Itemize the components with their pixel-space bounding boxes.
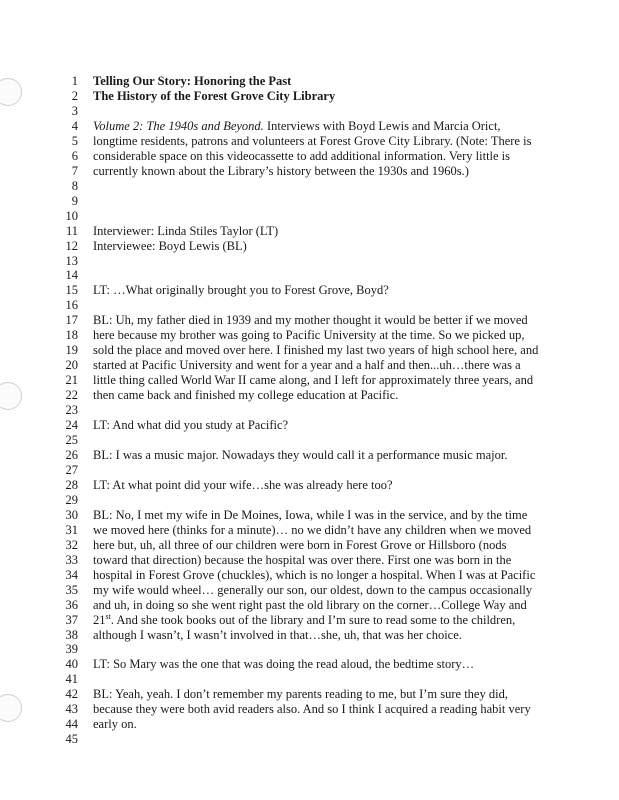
transcript-line — [0, 88, 619, 104]
transcript-line — [0, 447, 619, 463]
transcript-line — [0, 552, 619, 568]
transcript-line — [0, 432, 619, 448]
ordinal-suffix: st — [105, 611, 111, 621]
line-text: The History of the Forest Grove City Library — [93, 88, 336, 103]
volume-title: Volume 2: The 1940s and Beyond. — [93, 118, 264, 133]
line-number: 16 — [65, 298, 78, 313]
transcript-line — [0, 253, 619, 269]
transcript-line — [0, 297, 619, 313]
transcript-line — [0, 731, 619, 747]
line-number: 34 — [65, 567, 78, 582]
transcript-line — [0, 178, 619, 194]
line-number: 45 — [65, 732, 78, 747]
line-number: 18 — [65, 328, 78, 343]
line-number: 40 — [65, 657, 78, 672]
line-number: 13 — [65, 253, 78, 268]
line-number: 27 — [65, 462, 78, 477]
line-number: 43 — [65, 702, 78, 717]
line-number: 5 — [71, 133, 78, 148]
line-number: 44 — [65, 717, 78, 732]
transcript-line — [0, 223, 619, 239]
line-number: 30 — [65, 507, 78, 522]
line-number: 8 — [71, 178, 78, 193]
line-text: hospital in Forest Grove (chuckles), which is no longer a hospital. When I was at Pacific — [93, 567, 536, 582]
transcript-line — [0, 148, 619, 164]
line-text: BL: Yeah, yeah. I don’t remember my parents reading to me, but I’m sure they did, — [93, 687, 508, 702]
line-number: 7 — [71, 163, 78, 178]
line-text: started at Pacific University and went for a year and a half and then...uh…there was a — [93, 358, 521, 373]
line-number: 23 — [65, 403, 78, 418]
line-number: 6 — [71, 148, 78, 163]
transcript-line — [0, 701, 619, 717]
transcript-line — [0, 522, 619, 538]
line-number: 1 — [71, 74, 78, 88]
transcript-line — [0, 208, 619, 224]
line-number: 9 — [71, 193, 78, 208]
line-text: BL: I was a music major. Nowadays they would call it a performance music major. — [93, 448, 508, 462]
line-number: 20 — [65, 358, 78, 373]
line-text: LT: And what did you study at Pacific? — [93, 418, 289, 433]
line-number: 25 — [65, 433, 78, 448]
transcript-line — [0, 417, 619, 433]
transcript-line — [0, 342, 619, 358]
line-number: 35 — [65, 582, 78, 597]
line-text: early on. — [93, 717, 137, 732]
line-number: 33 — [65, 552, 78, 567]
transcript-line — [0, 686, 619, 702]
line-number: 14 — [65, 268, 78, 283]
line-number: 42 — [65, 687, 78, 702]
line-text: Interviewer: Linda Stiles Taylor (LT) — [93, 223, 279, 238]
line-text: Interviewee: Boyd Lewis (BL) — [93, 238, 247, 253]
line-text: then came back and finished my college education at Pacific. — [93, 388, 399, 403]
transcript-line — [0, 387, 619, 403]
line-number: 39 — [65, 642, 78, 657]
line-text: here because my brother was going to Pacific University at the time. So we picked up, — [93, 328, 525, 343]
line-number: 38 — [65, 627, 78, 642]
line-number: 37 — [65, 612, 78, 627]
transcript-line — [0, 267, 619, 283]
transcript-line — [0, 73, 619, 89]
line-number: 32 — [65, 537, 78, 552]
transcript-line — [0, 507, 619, 523]
transcript-line — [0, 477, 619, 493]
transcript-line — [0, 627, 619, 643]
line-text: Telling Our Story: Honoring the Past — [93, 74, 292, 88]
line-text: currently known about the Library’s history between the 1930s and 1960s.) — [93, 163, 469, 178]
transcript-line — [0, 612, 619, 628]
line-number: 19 — [65, 343, 78, 358]
transcript-line — [0, 327, 619, 343]
line-number: 11 — [65, 223, 78, 238]
transcript-line — [0, 193, 619, 209]
line-number: 2 — [71, 88, 78, 103]
line-number: 36 — [65, 597, 78, 612]
line-text: LT: …What originally brought you to Forest Grove, Boyd? — [93, 283, 389, 298]
transcript-line — [0, 641, 619, 657]
transcript-line — [0, 462, 619, 478]
line-text: toward that direction) because the hospital was over there. First one was born in the — [93, 552, 512, 567]
line-text: considerable space on this videocassette to add additional information. Very little is — [93, 148, 511, 163]
line-number: 31 — [65, 522, 78, 537]
line-text: BL: No, I met my wife in De Moines, Iowa, while I was in the service, and by the time — [93, 507, 528, 522]
transcript-line — [0, 357, 619, 373]
transcript-line — [0, 537, 619, 553]
line-text: BL: Uh, my father died in 1939 and my mother thought it would be better if we moved — [93, 313, 528, 328]
transcript-line — [0, 103, 619, 119]
line-number: 29 — [65, 492, 78, 507]
transcript-line — [0, 582, 619, 598]
line-number: 17 — [65, 313, 78, 328]
line-text: LT: So Mary was the one that was doing the read aloud, the bedtime story… — [93, 657, 475, 672]
line-number: 12 — [65, 238, 78, 253]
line-text: little thing called World War II came along, and I left for approximately three years, and — [93, 373, 534, 388]
line-number: 3 — [71, 103, 78, 118]
line-text: LT: At what point did your wife…she was already here too? — [93, 477, 393, 492]
transcript-line — [0, 402, 619, 418]
line-number: 28 — [65, 477, 78, 492]
transcript-line — [0, 133, 619, 149]
transcript-line — [0, 163, 619, 179]
line-number: 41 — [65, 672, 78, 687]
line-text: we moved here (thinks for a minute)… no we didn’t have any children when we moved — [93, 522, 532, 537]
transcript-line — [0, 492, 619, 508]
line-text: here but, uh, all three of our children were born in Forest Grove or Hillsboro (nods — [93, 537, 507, 552]
transcript-line — [0, 372, 619, 388]
line-number: 21 — [65, 373, 78, 388]
transcript-line — [0, 312, 619, 328]
transcript-line — [0, 238, 619, 254]
line-text: Volume 2: The 1940s and Beyond. Interviews with Boyd Lewis and Marcia Orict, — [93, 118, 501, 133]
line-text: sold the place and moved over here. I finished my last two years of high school here, and — [93, 343, 539, 358]
line-number: 22 — [65, 388, 78, 403]
line-number: 26 — [65, 448, 78, 462]
line-text: my wife would wheel… generally our son, our oldest, down to the campus occasionally — [93, 582, 533, 597]
line-text: although I wasn’t, I wasn’t involved in that…she, uh, that was her choice. — [93, 627, 462, 642]
transcript-line — [0, 597, 619, 613]
transcript-line — [0, 118, 619, 134]
line-text: because they were both avid readers also. And so I think I acquired a reading habit very — [93, 702, 531, 717]
transcript-line — [0, 282, 619, 298]
line-text: and uh, in doing so she went right past the old library on the corner…College Way and — [93, 597, 527, 612]
line-number: 4 — [71, 118, 78, 133]
line-number: 15 — [65, 283, 78, 298]
line-text: 21st. And she took books out of the library and I’m sure to read some to the children, — [93, 611, 516, 627]
line-number: 10 — [65, 208, 78, 223]
line-text: longtime residents, patrons and volunteers at Forest Grove City Library. (Note: There is — [93, 133, 532, 148]
transcript-line — [0, 716, 619, 732]
line-number: 24 — [65, 418, 78, 433]
transcript-line — [0, 567, 619, 583]
transcript-line — [0, 671, 619, 687]
transcript-line — [0, 656, 619, 672]
